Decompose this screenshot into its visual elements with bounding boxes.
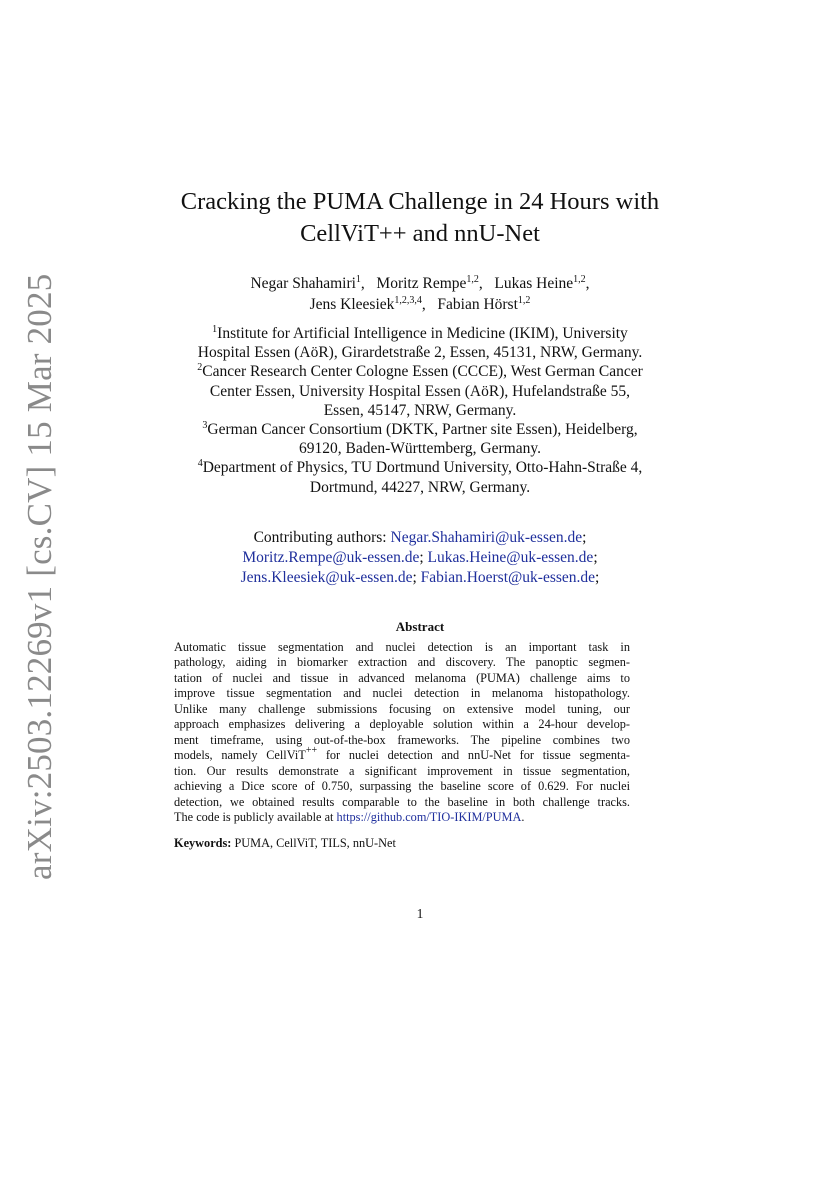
email-separator: ; xyxy=(412,569,417,586)
abstract-text: . xyxy=(521,809,525,824)
author-affiliation-marker: 1,2 xyxy=(573,274,586,285)
author-line-2: Jens Kleesiek$^{1,2,3,4}$, Fabian Hörst$^{1,2}$ xyxy=(309,295,531,313)
keywords xyxy=(174,836,396,851)
contributing-line-1 xyxy=(0,528,840,548)
affiliation-marker: 2 xyxy=(197,362,203,374)
abstract-line: Unlike many challenge submissions focusing on extensive model tuning, our xyxy=(174,701,630,716)
affiliation-marker: 3 xyxy=(202,420,208,432)
abstract-line: approach emphasizes delivering a deployable solution within a 24-hour develop- xyxy=(174,717,630,732)
code-repository-link[interactable]: https://github.com/TIO-IKIM/PUMA xyxy=(336,809,522,824)
contributing-line-2 xyxy=(0,548,840,568)
title-line-1: Cracking the PUMA Challenge in 24 Hours with xyxy=(180,188,660,215)
author-affiliation-marker: 1,2 xyxy=(466,274,479,285)
abstract-body xyxy=(174,640,630,825)
author-affiliation-marker: 1 xyxy=(355,274,361,285)
author-affiliation-marker: 1,2 xyxy=(517,295,531,306)
affiliation-text: Department of Physics, TU Dortmund University, Otto-Hahn-Straße 4, xyxy=(202,459,643,477)
title-line-2: CellViT++ and nnU-Net xyxy=(300,220,540,247)
email-link-hoerst[interactable]: Fabian.Hoerst@uk-essen.de xyxy=(420,569,596,586)
email-separator: ; xyxy=(595,569,600,586)
affiliation-line: Essen, 45147, NRW, Germany. xyxy=(323,401,517,419)
contributing-label: Contributing authors: xyxy=(253,529,391,546)
affiliation-line: Dortmund, 44227, NRW, Germany. xyxy=(309,478,531,496)
affiliation-text: Cancer Research Center Cologne Essen (CCCE), West German Cancer xyxy=(202,363,643,381)
author-name: Lukas Heine xyxy=(494,275,574,292)
contributing-authors xyxy=(0,528,840,588)
contributing-line-3 xyxy=(0,568,840,588)
email-separator: ; xyxy=(582,529,587,546)
email-link-kleesiek[interactable]: Jens.Kleesiek@uk-essen.de xyxy=(240,569,413,586)
superscript-plusplus: ++ xyxy=(305,745,318,757)
affiliation-marker: 1 xyxy=(212,324,218,335)
author-name: Moritz Rempe xyxy=(376,275,467,292)
abstract-line xyxy=(174,745,630,763)
affiliation-line xyxy=(0,420,840,439)
abstract-line xyxy=(174,810,630,825)
email-link-heine[interactable]: Lukas.Heine@uk-essen.de xyxy=(427,549,594,566)
abstract-line: ment timeframe, using out-of-the-box frameworks. The pipeline combines two xyxy=(174,732,630,747)
affiliation-line: Hospital Essen (AöR), Girardetstraße 2, Essen, 45131, NRW, Germany. xyxy=(197,344,643,362)
affiliation-line: 69120, Baden-Württemberg, Germany. xyxy=(299,440,541,458)
abstract-line: tion. Our results demonstrate a significant improvement in tissue segmentation, xyxy=(174,763,630,778)
email-link-rempe[interactable]: Moritz.Rempe@uk-essen.de xyxy=(242,549,420,566)
paper-title xyxy=(0,186,840,250)
abstract-line: detection, we obtained results comparable to the baseline in both challenge tracks. xyxy=(174,794,630,809)
author-list xyxy=(0,273,840,315)
abstract-text: models, namely CellViT xyxy=(174,748,306,763)
author-affiliation-marker: 1,2,3,4 xyxy=(394,295,422,306)
abstract-heading: Abstract xyxy=(395,619,445,634)
affiliation-line xyxy=(0,324,840,343)
affiliations xyxy=(0,324,840,497)
email-link-shahamiri[interactable]: Negar.Shahamiri@uk-essen.de xyxy=(390,529,583,546)
email-separator: ; xyxy=(419,549,424,566)
abstract-line: pathology, aiding in biomarker extraction and discovery. The panoptic segmen- xyxy=(174,655,630,670)
abstract-line: Automatic tissue segmentation and nuclei detection is an important task in xyxy=(174,640,630,654)
page-number: 1 xyxy=(416,906,424,921)
abstract-line: achieving a Dice score of 0.750, surpassing the baseline score of 0.629. For nuclei xyxy=(174,779,630,794)
abstract-line: tation of nuclei and tissue in advanced melanoma (PUMA) challenge aims to xyxy=(174,670,630,685)
author-name: Negar Shahamiri xyxy=(250,275,356,292)
arxiv-identifier-stamp: arXiv:2503.12269v1 [cs.CV] 15 Mar 2025 xyxy=(20,273,59,880)
abstract-line: improve tissue segmentation and nuclei detection in melanoma histopathology. xyxy=(174,686,630,701)
keywords-text: PUMA, CellViT, TILS, nnU-Net xyxy=(231,836,396,850)
email-separator: ; xyxy=(593,549,598,566)
author-name: Jens Kleesiek xyxy=(309,296,395,313)
affiliation-line xyxy=(0,362,840,381)
keywords-label: Keywords: xyxy=(174,836,232,850)
abstract-text: The code is publicly available at xyxy=(174,809,337,824)
affiliation-line xyxy=(0,458,840,477)
abstract-text: for nuclei detection and nnU-Net for tissue segmenta- xyxy=(317,748,630,763)
affiliation-line: Center Essen, University Hospital Essen (AöR), Hufelandstraße 55, xyxy=(209,382,631,400)
affiliation-marker: 4 xyxy=(197,458,203,470)
author-line-1: Negar Shahamiri$^1$, Moritz Rempe$^{1,2}$, Lukas Heine$^{1,2}$, xyxy=(250,274,590,292)
affiliation-text: Institute for Artificial Intelligence in Medicine (IKIM), University xyxy=(217,325,628,342)
affiliation-text: German Cancer Consortium (DKTK, Partner site Essen), Heidelberg, xyxy=(207,421,638,439)
author-name: Fabian Hörst xyxy=(437,296,518,313)
